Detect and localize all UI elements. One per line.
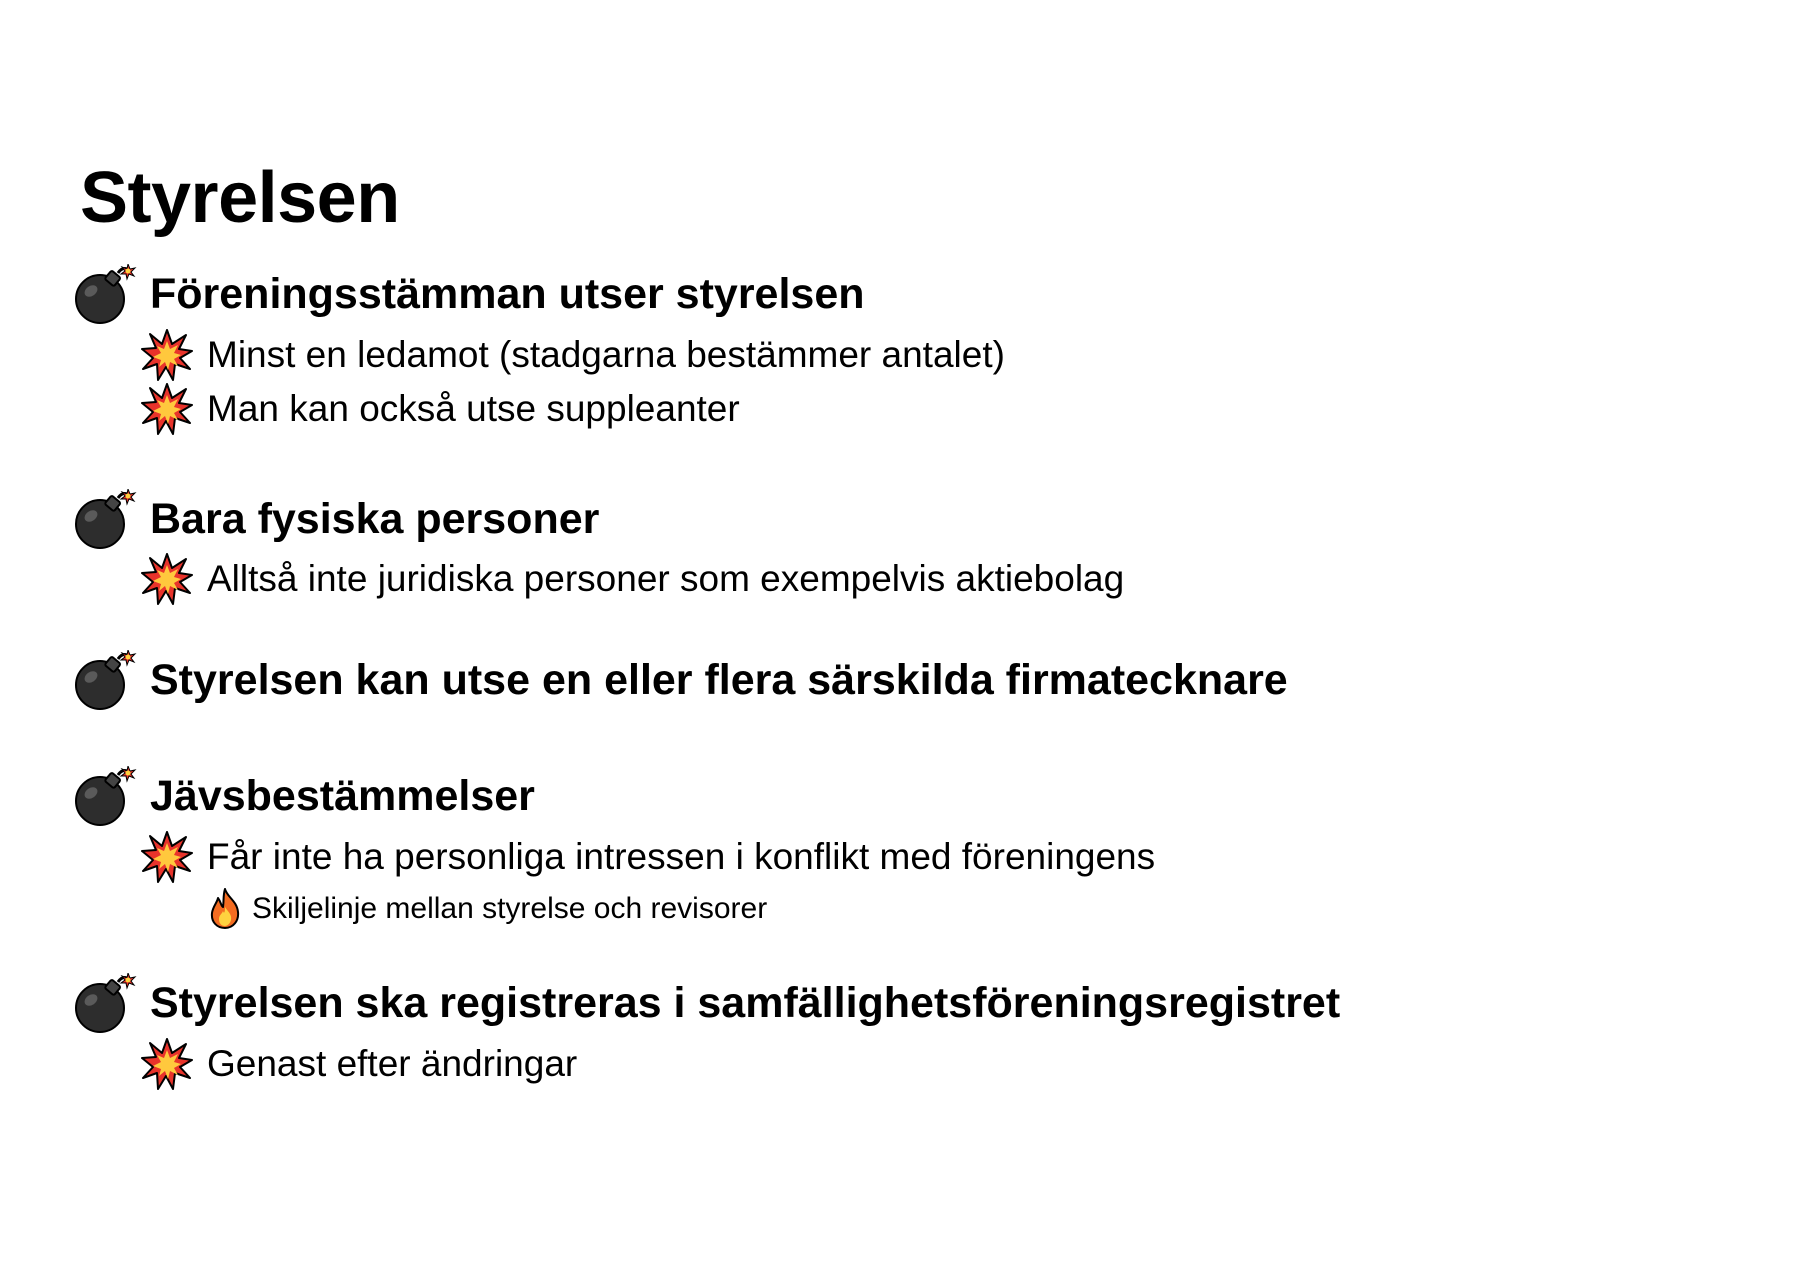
bomb-icon <box>74 973 138 1033</box>
bullet-4-sub-1-sub-1 <box>208 887 767 931</box>
bullet-1 <box>74 262 865 326</box>
bomb-icon <box>74 489 138 549</box>
collision-icon <box>141 383 193 435</box>
slide-title: Styrelsen <box>80 158 400 238</box>
bullet-2-sub-1-text: Alltså inte juridiska personer som exempelvis aktiebolag <box>207 558 1125 599</box>
bullet-4 <box>74 764 535 828</box>
fire-icon <box>208 887 242 931</box>
collision-icon <box>141 329 193 381</box>
collision-icon <box>141 831 193 883</box>
bullet-5-sub-1 <box>141 1037 577 1091</box>
collision-icon <box>141 553 193 605</box>
bullet-5-sub-1-text: Genast efter ändringar <box>207 1043 578 1084</box>
bullet-5 <box>74 971 1340 1035</box>
bullet-4-text: Jävsbestämmelser <box>150 772 535 820</box>
bullet-1-sub-1 <box>141 328 1005 382</box>
bullet-4-sub-1-sub-1-text: Skiljelinje mellan styrelse och revisorer <box>252 892 768 925</box>
bullet-2-sub-1 <box>141 552 1124 606</box>
bullet-3-text: Styrelsen kan utse en eller flera särskilda firmatecknare <box>150 656 1288 704</box>
bullet-1-sub-2-text: Man kan också utse suppleanter <box>207 388 740 429</box>
bullet-1-text: Föreningsstämman utser styrelsen <box>150 270 865 318</box>
bomb-icon <box>74 766 138 826</box>
bullet-1-sub-2 <box>141 382 740 436</box>
bomb-icon <box>74 650 138 710</box>
bullet-4-sub-1-text: Får inte ha personliga intressen i konflikt med föreningens <box>207 836 1156 877</box>
bullet-2-text: Bara fysiska personer <box>150 495 600 543</box>
bullet-4-sub-1 <box>141 830 1155 884</box>
bullet-3 <box>74 648 1288 712</box>
bullet-2 <box>74 487 599 551</box>
bullet-1-sub-1-text: Minst en ledamot (stadgarna bestämmer antalet) <box>207 334 1005 375</box>
collision-icon <box>141 1038 193 1090</box>
bomb-icon <box>74 264 138 324</box>
bullet-5-text: Styrelsen ska registreras i samfällighetsföreningsregistret <box>150 979 1341 1027</box>
